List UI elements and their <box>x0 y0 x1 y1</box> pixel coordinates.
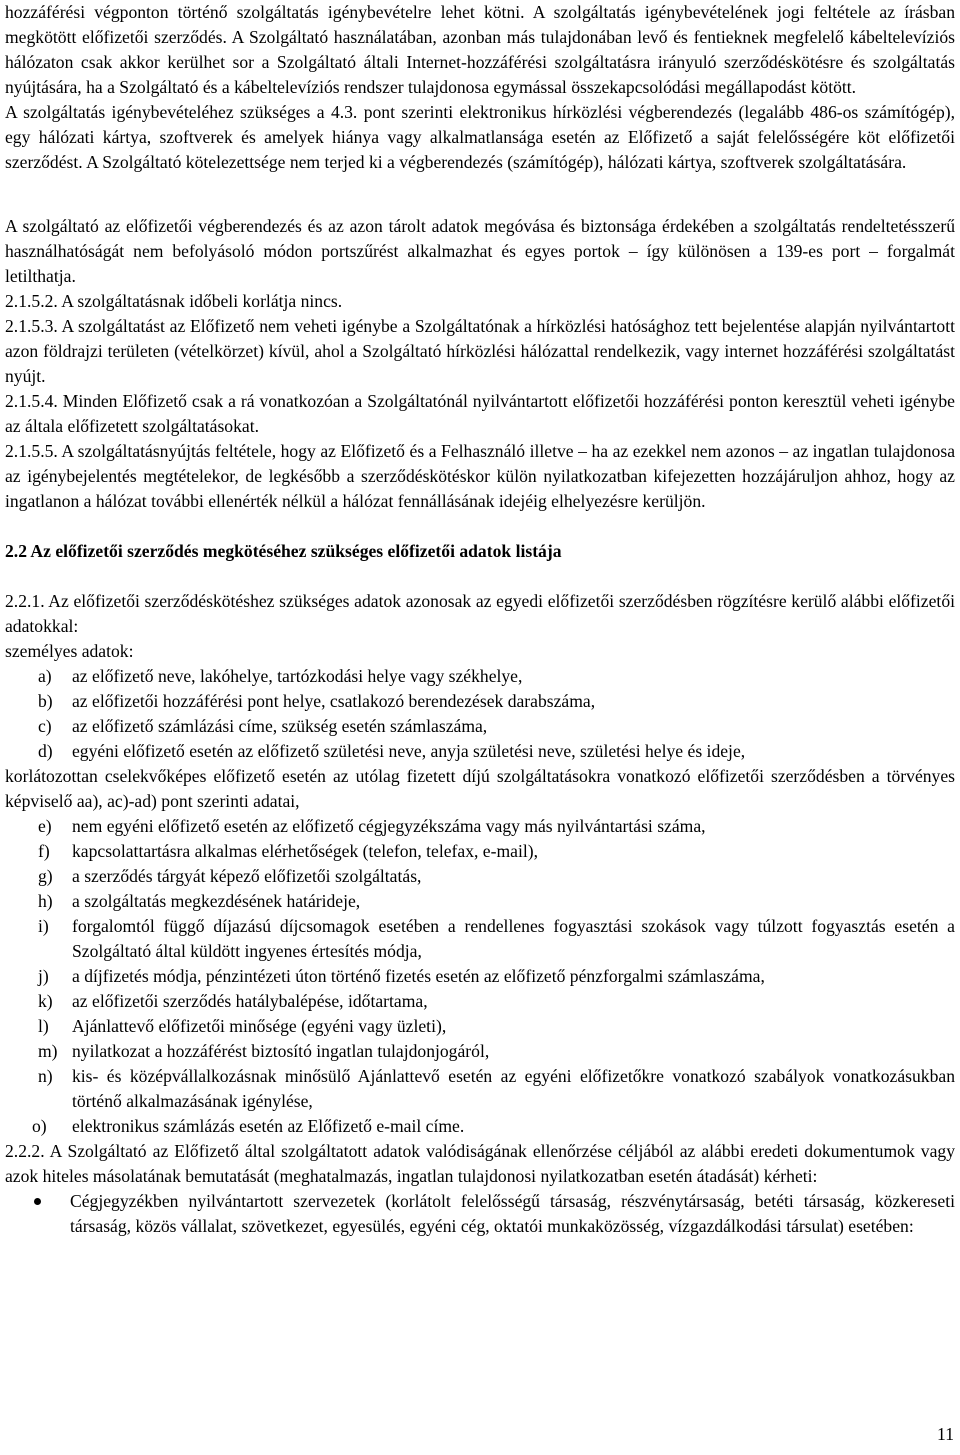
list-text: Ajánlattevő előfizetői minősége (egyéni vagy üzleti), <box>72 1016 447 1036</box>
list-text: forgalomtól függő díjazású díjcsomagok esetében a rendellenes fogyasztási szokások vagy túlzott fogyasztás esetén a Szolgáltató által küldött ingyenes értesítés módja, <box>72 916 955 961</box>
list-item <box>5 814 955 839</box>
list-text: kis- és középvállalkozásnak minősülő Ajánlattevő esetén az egyéni előfizetőkre vonatkozó szabályok vonatkozásukban történő alkalmazásának igénylése, <box>72 1066 955 1111</box>
list-marker: k) <box>38 991 53 1011</box>
document-page <box>5 0 955 1239</box>
list-marker: i) <box>38 916 49 936</box>
personal-data-label: személyes adatok: <box>5 641 134 661</box>
list-text: a szerződés tárgyát képező előfizetői szolgáltatás, <box>72 866 422 886</box>
list-marker: h) <box>38 891 53 911</box>
paragraph-equipment-requirements: A szolgáltatás igénybevételéhez szükséges a 4.3. pont szerinti elektronikus hírközlési végberendezés (legalább 486-os számítógép), egy hálózati kártya, szoftverek és amelyek hiánya vagy alkalmatlansága esetén az Előfizető a saját felelősségére köt előfizetői szerződést. A Szolgáltató kötelezettsége nem terjed ki a végberendezés (számítógép), hálózati kártya, szoftverek szolgáltatására. <box>5 102 955 172</box>
list-e-to-o <box>5 814 955 1139</box>
list-item <box>5 839 955 864</box>
paragraph-service-conditions: hozzáférési végponton történő szolgáltatás igénybevételre lehet kötni. A szolgáltatás igénybevételének jogi feltétele az írásban megkötött előfizetői szerződés. A Szolgáltató használatában, azonban más tulajdonában levő és fentieknek megfelelő kábeltelevíziós hálózaton csak akkor kerülhet sor a Szolgáltató általi Internet-hozzáférési szolgáltatásra irányuló szerződéskötésre és szolgáltatás nyújtására, ha a Szolgáltató és a kábeltelevíziós rendszer tulajdonosa egymással összekapcsolódási megállapodást kötött. <box>5 2 955 97</box>
list-marker: g) <box>38 866 53 886</box>
list-marker: n) <box>38 1066 53 1086</box>
section-2-1-5-2: 2.1.5.2. A szolgáltatásnak időbeli korlátja nincs. <box>5 291 343 311</box>
list-marker: l) <box>38 1016 49 1036</box>
section-2-2-2: 2.2.2. A Szolgáltató az Előfizető által szolgáltatott adatok valódiságának ellenőrzése céljából az alábbi eredeti dokumentumok vagy azok hiteles másolatának bemutatását (meghatalmazás, ingatlan tulajdonosi nyilatkozatban esetén átadását) kérheti: <box>5 1141 955 1186</box>
section-2-2-1: 2.2.1. Az előfizetői szerződéskötéshez szükséges adatok azonosak az egyedi előfizetői szerződésben rögzítésre kerülő alábbi előfizetői adatokkal: <box>5 591 955 636</box>
paragraph-legal-representative: korlátozottan cselekvőképes előfizető esetén az utólag fizetett díjú szolgáltatásokra vonatkozó előfizetői szerződésben a törvényes képviselő aa), ac)-ad) pont szerinti adatai, <box>5 766 955 811</box>
list-marker: j) <box>38 966 49 986</box>
section-heading-2-2: 2.2 Az előfizetői szerződés megkötéséhez szükséges előfizetői adatok listája <box>5 541 562 561</box>
list-item <box>5 664 955 689</box>
section-2-1-5-4: 2.1.5.4. Minden Előfizető csak a rá vonatkozóan a Szolgáltatónál nyilvántartott előfizetői hozzáférési ponton keresztül veheti igénybe az általa előfizetett szolgáltatásokat. <box>5 391 955 436</box>
list-item <box>5 914 955 964</box>
list-item <box>5 689 955 714</box>
list-text: az előfizető neve, lakóhelye, tartózkodási helye vagy székhelye, <box>72 666 523 686</box>
list-item <box>5 1064 955 1114</box>
list-item <box>5 889 955 914</box>
page-number: 11 <box>937 1424 954 1444</box>
list-text: egyéni előfizető esetén az előfizető születési neve, anyja születési neve, születési helye és ideje, <box>72 741 746 761</box>
list-item <box>5 714 955 739</box>
list-marker: d) <box>38 741 53 761</box>
paragraph-port-filtering: A szolgáltató az előfizetői végberendezés és az azon tárolt adatok megóvása és biztonsága érdekében a szolgáltatás rendeltetésszerű használhatóságát nem befolyásoló módon portszűrést alkalmazhat és egyes portok – így különösen a 139-es port – forgalmát letilthatja. <box>5 216 955 286</box>
list-text: nem egyéni előfizető esetén az előfizető cégjegyzékszáma vagy más nyilvántartási száma, <box>72 816 706 836</box>
list-text: a szolgáltatás megkezdésének határideje, <box>72 891 361 911</box>
list-marker: c) <box>38 716 52 736</box>
list-marker: f) <box>38 841 50 861</box>
list-marker: b) <box>38 691 53 711</box>
list-text: az előfizetői szerződés hatálybalépése, időtartama, <box>72 991 428 1011</box>
list-text: nyilatkozat a hozzáférést biztosító ingatlan tulajdonjogáról, <box>72 1041 490 1061</box>
list-item <box>5 1114 955 1139</box>
list-item <box>5 989 955 1014</box>
list-a-to-d <box>5 664 955 764</box>
bullet-dot-icon <box>30 1189 70 1239</box>
list-item <box>5 964 955 989</box>
list-marker: o) <box>32 1116 47 1136</box>
list-item <box>5 1014 955 1039</box>
list-marker: m) <box>38 1041 58 1061</box>
list-item <box>5 739 955 764</box>
list-marker: a) <box>38 666 52 686</box>
list-text: az előfizetői hozzáférési pont helye, csatlakozó berendezések darabszáma, <box>72 691 596 711</box>
list-item <box>5 864 955 889</box>
list-text: kapcsolattartásra alkalmas elérhetőségek (telefon, telefax, e-mail), <box>72 841 539 861</box>
section-2-1-5-5: 2.1.5.5. A szolgáltatásnyújtás feltétele, hogy az Előfizető és a Felhasználó illetve – ha az ezekkel nem azonos – az ingatlan tulajdonosa az igénybejelentés megtételekor, de legkésőbb a szerződéskötéskor külön nyilatkozatban kifejezetten hozzájáruljon ahhoz, hogy az ingatlanon a hálózat további ellenérték nélkül a hálózat fennállásának idejéig elhelyezésre kerüljön. <box>5 441 955 511</box>
section-2-1-5-3: 2.1.5.3. A szolgáltatást az Előfizető nem veheti igénybe a Szolgáltatónak a hírközlési hatósághoz tett bejelentése alapján nyilvántartott azon földrajzi területen (vételkörzet) kívül, ahol a Szolgáltató hírközlési hálózattal rendelkezik, vagy internet hozzáférési szolgáltatást nyújt. <box>5 316 955 386</box>
bullet-text: Cégjegyzékben nyilvántartott szervezetek (korlátolt felelősségű társaság, részvénytársaság, betéti társaság, közkereseti társaság, közös vállalat, szövetkezet, egyesülés, egyéni cég, oktatói munkaközösség, vízgazdálkodási társulat) esetében: <box>70 1191 955 1236</box>
list-item <box>5 1039 955 1064</box>
list-text: a díjfizetés módja, pénzintézeti úton történő fizetés esetén az előfizető pénzforgalmi számlaszáma, <box>72 966 765 986</box>
list-marker: e) <box>38 816 52 836</box>
bullet-item <box>5 1189 955 1239</box>
list-text: az előfizető számlázási címe, szükség esetén számlaszáma, <box>72 716 488 736</box>
list-text: elektronikus számlázás esetén az Előfizető e-mail címe. <box>72 1116 465 1136</box>
